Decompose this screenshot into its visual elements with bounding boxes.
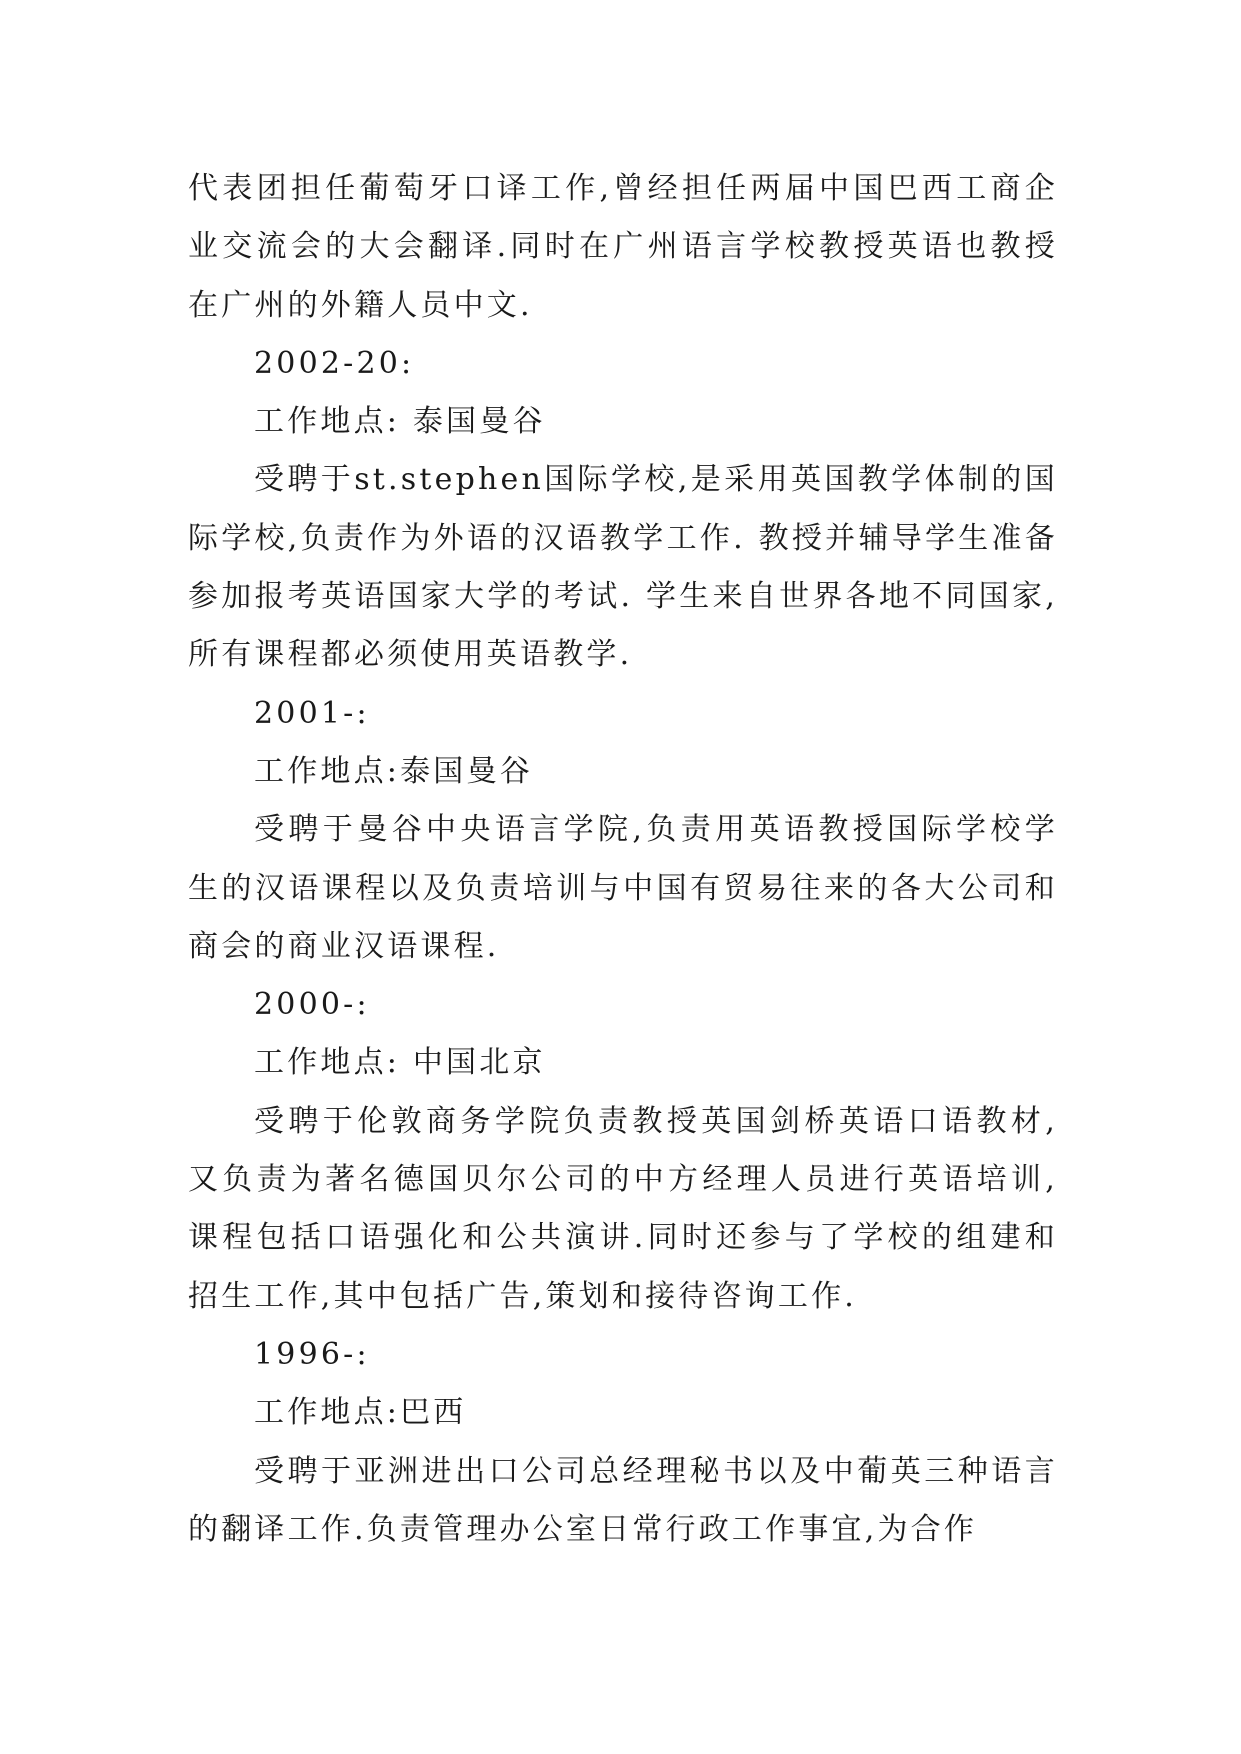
location-line-bangkok-1: 工作地点: 泰国曼谷 bbox=[254, 404, 546, 440]
paragraph-asia-import-export: 受聘于亚洲进出口公司总经理秘书以及中葡英三种语言的翻译工作.负责管理办公室日常行政工作事宜,为合作 bbox=[188, 1453, 1058, 1547]
location-line-brazil: 工作地点:巴西 bbox=[254, 1395, 467, 1431]
document-body bbox=[188, 160, 1058, 1559]
date-heading-2001: 2001-: bbox=[254, 695, 370, 731]
date-heading-2002: 2002-20: bbox=[254, 345, 415, 381]
location-line-bangkok-2: 工作地点:泰国曼谷 bbox=[254, 753, 533, 789]
paragraph-continuation: 代表团担任葡萄牙口译工作,曾经担任两届中国巴西工商企业交流会的大会翻译.同时在广州语言学校教授英语也教授在广州的外籍人员中文. bbox=[188, 171, 1058, 323]
date-heading-2000: 2000-: bbox=[254, 987, 370, 1023]
paragraph-st-stephen: 受聘于st.stephen国际学校,是采用英国教学体制的国际学校,负责作为外语的汉语教学工作. 教授并辅导学生准备参加报考英语国家大学的考试. 学生来自世界各地不同国家,所有课程都必须使用英语教学. bbox=[188, 462, 1058, 673]
paragraph-bangkok-language-college: 受聘于曼谷中央语言学院,负责用英语教授国际学校学生的汉语课程以及负责培训与中国有贸易往来的各大公司和商会的商业汉语课程. bbox=[188, 812, 1058, 964]
paragraph-london-business-school: 受聘于伦敦商务学院负责教授英国剑桥英语口语教材,又负责为著名德国贝尔公司的中方经理人员进行英语培训,课程包括口语强化和公共演讲.同时还参与了学校的组建和招生工作,其中包括广告,策划和接待咨询工作. bbox=[188, 1103, 1058, 1314]
date-heading-1996: 1996-: bbox=[254, 1336, 370, 1372]
location-line-beijing: 工作地点: 中国北京 bbox=[254, 1045, 546, 1081]
